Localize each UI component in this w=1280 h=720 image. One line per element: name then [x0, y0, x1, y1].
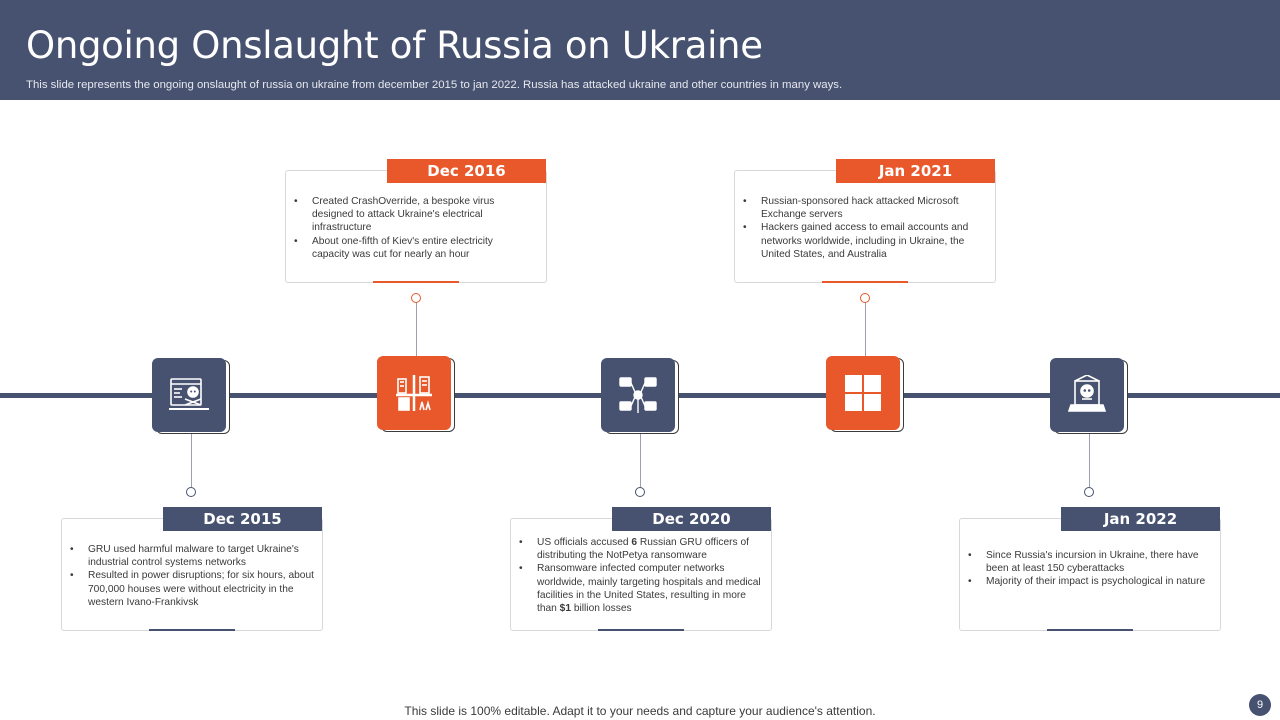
- bullet-item: • Majority of their impact is psychological in nature: [962, 575, 1216, 588]
- date-tab-dec-2016: Dec 2016: [387, 159, 546, 183]
- event-bullets-jan-2022: [962, 549, 1216, 589]
- card-accent-line: [1047, 629, 1133, 631]
- bullet-item: • Resulted in power disruptions; for six hours, about 700,000 houses were without electricity in the western Ivano-Frankivsk: [64, 569, 316, 609]
- connector-dot-jan-2021: [860, 293, 870, 303]
- connector-jan-2021: [865, 302, 866, 356]
- bullet-item: • GRU used harmful malware to target Ukraine's industrial control systems networks: [64, 543, 316, 569]
- card-accent-line: [598, 629, 684, 631]
- bullet-item: • Hackers gained access to email accounts and networks worldwide, including in Ukraine, the United States, and Australia: [737, 221, 989, 261]
- connector-dot-dec-2016: [411, 293, 421, 303]
- event-icon-tile-dec-2015: [152, 358, 228, 434]
- bullet-item: • Ransomware infected computer networks worldwide, mainly targeting hospitals and medical facilities in the United States, resulting in more than $1 billion losses: [513, 562, 767, 615]
- connector-dec-2016: [416, 302, 417, 356]
- event-icon-tile-dec-2016: [377, 356, 453, 432]
- slide-footer-note: This slide is 100% editable. Adapt it to your needs and capture your audience's attention.: [404, 704, 876, 718]
- event-icon-tile-jan-2021: [826, 356, 902, 432]
- event-bullets-dec-2020: [513, 536, 767, 615]
- slide-subtitle: This slide represents the ongoing onslaught of russia on ukraine from december 2015 to jan 2022. Russia has attacked ukraine and other countries in many ways.: [26, 79, 843, 91]
- bullet-emphasis: 6: [631, 537, 638, 548]
- slide-title: Ongoing Onslaught of Russia on Ukraine: [26, 24, 763, 67]
- card-accent-line: [822, 281, 908, 283]
- connector-dot-dec-2020: [635, 487, 645, 497]
- skull-laptop-icon: [1067, 375, 1107, 415]
- windows-logo-icon: [843, 373, 883, 413]
- card-accent-line: [373, 281, 459, 283]
- event-bullets-jan-2021: [737, 195, 989, 261]
- bullet-item: • Created CrashOverride, a bespoke virus designed to attack Ukraine's electrical infrastructure: [288, 195, 518, 235]
- event-icon-tile-dec-2020: [601, 358, 677, 434]
- event-bullets-dec-2015: [64, 543, 316, 609]
- event-card-jan-2021: [734, 170, 996, 283]
- event-icon-tile-jan-2022: [1050, 358, 1126, 434]
- event-card-dec-2015: [61, 518, 323, 631]
- event-card-dec-2016: [285, 170, 547, 283]
- event-bullets-dec-2016: [288, 195, 518, 261]
- slide-header: [0, 0, 1280, 100]
- hacker-computer-icon: [169, 375, 209, 415]
- connector-dec-2020: [640, 433, 641, 487]
- date-tab-jan-2022: Jan 2022: [1061, 507, 1220, 531]
- bullet-item: • Russian-sponsored hack attacked Microsoft Exchange servers: [737, 195, 989, 221]
- city-power-grid-icon: [394, 373, 434, 413]
- page-number-badge: 9: [1249, 694, 1271, 716]
- event-card-dec-2020: [510, 518, 772, 631]
- date-tab-dec-2020: Dec 2020: [612, 507, 771, 531]
- date-tab-dec-2015: Dec 2015: [163, 507, 322, 531]
- bullet-item: • About one-fifth of Kiev's entire electricity capacity was cut for nearly an hour: [288, 235, 518, 261]
- date-tab-jan-2021: Jan 2021: [836, 159, 995, 183]
- network-virus-icon: [618, 375, 658, 415]
- bullet-item: • Since Russia's incursion in Ukraine, there have been at least 150 cyberattacks: [962, 549, 1216, 575]
- bullet-item: • US officials accused 6 Russian GRU officers of distributing the NotPetya ransomware: [513, 536, 767, 562]
- bullet-emphasis: $1: [559, 603, 572, 615]
- connector-dot-dec-2015: [186, 487, 196, 497]
- event-card-jan-2022: [959, 518, 1221, 631]
- connector-jan-2022: [1089, 433, 1090, 487]
- connector-dot-jan-2022: [1084, 487, 1094, 497]
- card-accent-line: [149, 629, 235, 631]
- connector-dec-2015: [191, 433, 192, 487]
